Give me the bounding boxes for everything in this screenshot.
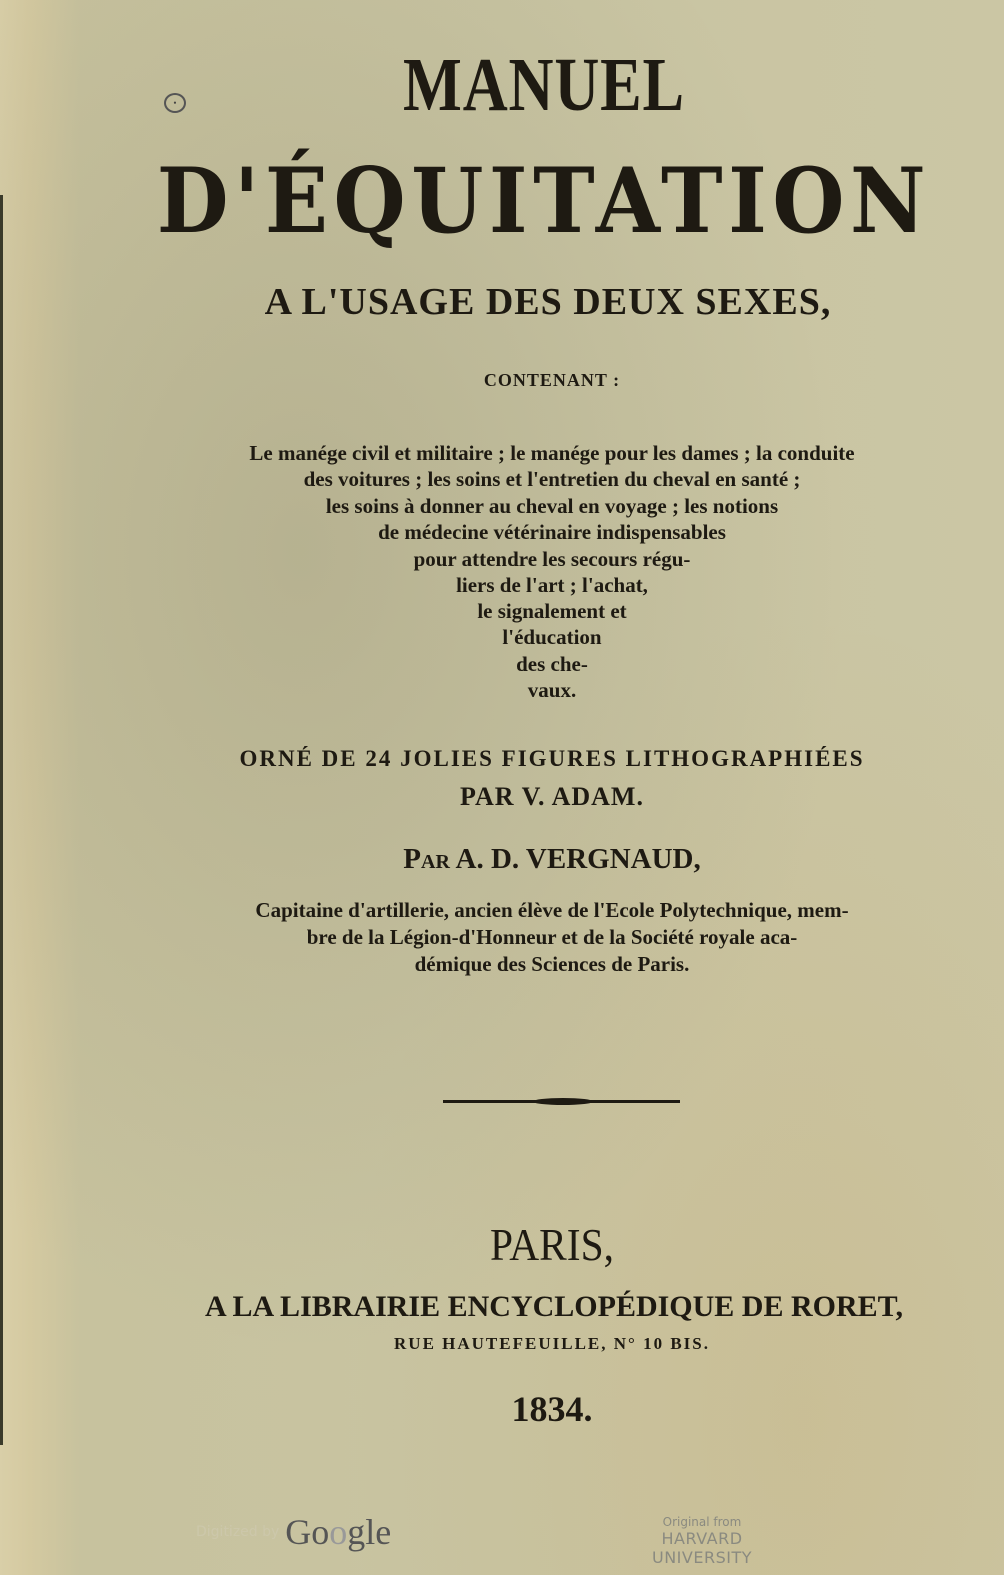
ornamental-divider xyxy=(443,1100,680,1103)
title-line-2: D'ÉQUITATION xyxy=(156,148,932,254)
credentials-line: bre de la Légion-d'Honneur et de la Société royale aca- xyxy=(306,925,798,949)
publisher: A LA LIBRAIRIE ENCYCLOPÉDIQUE DE RORET, xyxy=(205,1290,903,1323)
author-line xyxy=(50,843,1004,876)
description-line: liers de l'art ; l'achat, xyxy=(456,573,648,597)
description-line: l'éducation xyxy=(502,625,602,649)
google-watermark xyxy=(196,1511,391,1553)
publication-year: 1834. xyxy=(511,1389,593,1429)
publication-place: PARIS, xyxy=(490,1219,614,1270)
google-letter: o xyxy=(311,1512,330,1552)
illustrations-line: ORNÉ DE 24 JOLIES FIGURES LITHOGRAPHIÉES xyxy=(239,746,865,771)
description-line: de médecine vétérinaire indispensables xyxy=(378,520,726,544)
description-line: les soins à donner au cheval en voyage ; les notions xyxy=(325,494,779,518)
title-line-1: MANUEL xyxy=(403,43,685,127)
description-line: pour attendre les secours régu- xyxy=(413,547,691,571)
author-name: A. D. VERGNAUD, xyxy=(455,843,701,875)
credentials-line: Capitaine d'artillerie, ancien élève de l'Ecole Polytechnique, mem- xyxy=(255,898,849,922)
library-stamp-icon: • xyxy=(164,93,186,113)
description-line: le signalement et xyxy=(477,599,627,623)
description-line: des che- xyxy=(516,652,588,676)
google-letter: o xyxy=(329,1512,348,1552)
illustrator-line: PAR V. ADAM. xyxy=(460,782,644,811)
description-line: des voitures ; les soins et l'entretien du cheval en santé ; xyxy=(303,467,801,491)
original-from-label: Original from xyxy=(662,1515,742,1529)
description-line: vaux. xyxy=(527,678,577,702)
description-line: Le manége civil et militaire ; le manége pour les dames ; la conduite xyxy=(249,441,855,465)
author-prefix: Par xyxy=(403,843,450,875)
source-watermark xyxy=(612,1515,792,1567)
google-letter: G xyxy=(285,1512,312,1552)
google-logo-icon xyxy=(285,1512,391,1552)
book-spine-edge xyxy=(0,195,3,1445)
publisher-address: RUE HAUTEFEUILLE, N° 10 BIS. xyxy=(394,1334,710,1353)
institution-name: HARVARD UNIVERSITY xyxy=(652,1529,752,1567)
subtitle: A L'USAGE DES DEUX SEXES, xyxy=(264,281,832,323)
digitized-by-label: Digitized by xyxy=(196,1524,280,1540)
google-letter: gle xyxy=(347,1512,392,1552)
credentials-line: démique des Sciences de Paris. xyxy=(414,952,690,976)
contenant-label: CONTENANT : xyxy=(483,370,621,390)
